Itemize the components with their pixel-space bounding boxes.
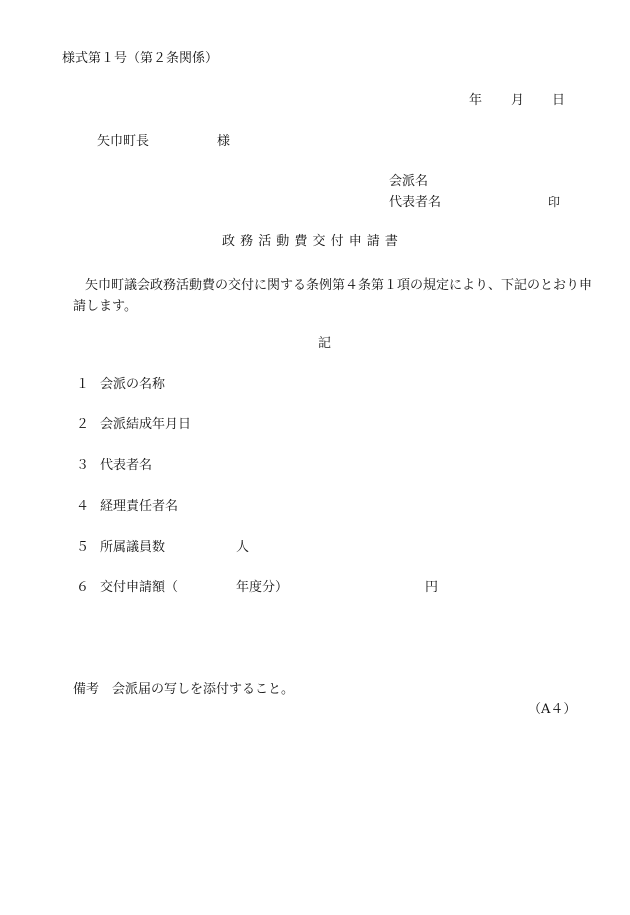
item-number: ５ (76, 540, 90, 555)
remark-note: 備考 会派届の写しを添付すること。 (73, 682, 295, 697)
ki-heading: 記 (318, 336, 332, 351)
seal-mark: 印 (548, 195, 561, 209)
item-label: 経理責任者名 (100, 499, 179, 514)
date-month-label: 月 (511, 93, 525, 108)
item-number: ４ (76, 499, 90, 514)
item-application-amount (76, 580, 178, 596)
item-label: 会派結成年月日 (100, 417, 192, 432)
item-number: ３ (76, 458, 90, 473)
document-title: 政務活動費交付申請書 (222, 234, 404, 249)
form-number: 様式第１号（第２条関係） (62, 51, 219, 66)
fiscal-year-label: 年度分） (236, 580, 289, 595)
representative-label: 代表者名 (389, 195, 442, 210)
item-label: 会派の名称 (100, 377, 166, 392)
item-member-count (76, 540, 165, 556)
date-day-label: 日 (552, 93, 566, 108)
item-party-name (76, 377, 165, 393)
paper-size-label: （A４） (528, 702, 577, 717)
body-text: 矢巾町議会政務活動費の交付に関する条例第４条第１項の規定により、下記のとおり申請します。 (73, 278, 593, 314)
item-label: 所属議員数 (100, 540, 166, 555)
item-representative (76, 458, 152, 474)
addressee-honorific: 様 (217, 134, 231, 149)
item-number: １ (76, 377, 90, 392)
item-number: ６ (76, 580, 90, 595)
item-accountant (76, 499, 178, 515)
addressee-name: 矢巾町長 (97, 134, 150, 149)
item-label: 交付申請額（ (100, 580, 179, 595)
yen-unit: 円 (425, 580, 439, 595)
item-label: 代表者名 (100, 458, 153, 473)
item-formation-date (76, 417, 191, 433)
party-name-label: 会派名 (389, 174, 429, 189)
item-number: ２ (76, 417, 90, 432)
member-count-unit: 人 (236, 540, 250, 555)
date-year-label: 年 (469, 93, 483, 108)
